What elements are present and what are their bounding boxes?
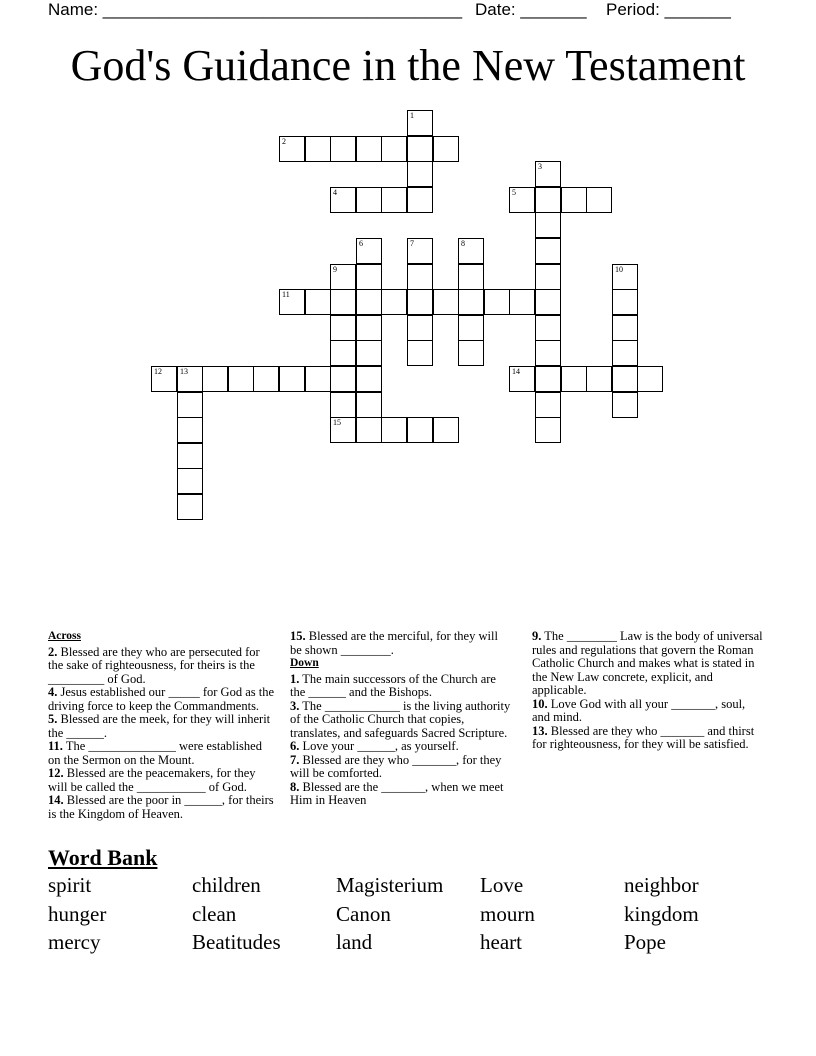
grid-cell[interactable]: [612, 340, 638, 366]
clue-down-13: 13. Blessed are they who _______ and thirst for righteousness, for they will be satisfied.: [532, 723, 755, 751]
grid-cell[interactable]: [305, 136, 331, 162]
grid-cell[interactable]: [535, 187, 561, 213]
grid-cell[interactable]: [612, 289, 638, 315]
clue-number: 14: [512, 367, 520, 376]
down-heading: Down: [290, 657, 319, 669]
grid-cell[interactable]: [509, 366, 535, 392]
grid-cell[interactable]: [612, 366, 638, 392]
grid-cell[interactable]: [356, 340, 382, 366]
grid-cell[interactable]: [407, 340, 433, 366]
grid-cell[interactable]: [509, 187, 535, 213]
word-bank-item: Beatitudes: [192, 930, 281, 954]
grid-cell[interactable]: [407, 315, 433, 341]
grid-cell[interactable]: [330, 417, 356, 443]
clue-across-11: 11. The ______________ were established on the Sermon on the Mount.: [48, 739, 262, 767]
grid-cell[interactable]: [202, 366, 228, 392]
grid-cell[interactable]: [330, 187, 356, 213]
grid-cell[interactable]: [151, 366, 177, 392]
grid-cell[interactable]: [407, 417, 433, 443]
grid-cell[interactable]: [535, 417, 561, 443]
clue-down-1: 1. The main successors of the Church are the ______ and the Bishops.: [290, 671, 496, 699]
grid-cell[interactable]: [407, 289, 433, 315]
grid-cell[interactable]: [356, 136, 382, 162]
grid-cell[interactable]: [381, 187, 407, 213]
clue-number: 6: [359, 239, 363, 248]
grid-cell[interactable]: [381, 417, 407, 443]
word-bank-item: children: [192, 873, 261, 897]
date-field-label: Date: _______: [475, 0, 587, 19]
word-bank-item: Pope: [624, 930, 666, 954]
word-bank-item: neighbor: [624, 873, 699, 897]
grid-cell[interactable]: [484, 289, 510, 315]
grid-cell[interactable]: [612, 315, 638, 341]
clue-number: 15: [333, 418, 341, 427]
grid-cell[interactable]: [356, 315, 382, 341]
grid-cell[interactable]: [356, 366, 382, 392]
word-bank-item: spirit: [48, 873, 92, 897]
clue-down-10: 10. Love God with all your _______, soul, and mind.: [532, 696, 746, 724]
word-bank-item: clean: [192, 902, 237, 926]
clue-number: 10: [615, 265, 623, 274]
grid-cell[interactable]: [279, 289, 305, 315]
grid-cell[interactable]: [330, 264, 356, 290]
grid-cell[interactable]: [330, 392, 356, 418]
clue-across-12: 12. Blessed are the peacemakers, for they will be called the ___________ of God.: [48, 766, 256, 794]
grid-cell[interactable]: [407, 187, 433, 213]
period-field-label: Period: _______: [606, 0, 731, 19]
grid-cell[interactable]: [407, 264, 433, 290]
clue-across-14: 14. Blessed are the poor in ______, for theirs is the Kingdom of Heaven.: [48, 793, 274, 821]
grid-cell[interactable]: [535, 289, 561, 315]
grid-cell[interactable]: [535, 392, 561, 418]
grid-cell[interactable]: [305, 366, 331, 392]
clue-across-5: 5. Blessed are the meek, for they will inherit the ______.: [48, 712, 271, 740]
grid-cell[interactable]: [561, 187, 587, 213]
grid-cell[interactable]: [228, 366, 254, 392]
clues-column-3: [532, 630, 766, 752]
grid-cell[interactable]: [535, 264, 561, 290]
grid-cell[interactable]: [458, 264, 484, 290]
clue-number: 8: [461, 239, 465, 248]
grid-cell[interactable]: [177, 366, 203, 392]
grid-cell[interactable]: [279, 136, 305, 162]
clue-number: 4: [333, 188, 337, 197]
grid-cell[interactable]: [407, 161, 433, 187]
word-bank-item: heart: [480, 930, 522, 954]
clue-across-4: 4. Jesus established our _____ for God as the driving force to keep the Commandments.: [48, 685, 275, 713]
grid-cell[interactable]: [177, 392, 203, 418]
grid-cell[interactable]: [356, 264, 382, 290]
clue-number: 9: [333, 265, 337, 274]
word-bank-item: hunger: [48, 902, 107, 926]
grid-cell[interactable]: [586, 366, 612, 392]
grid-cell[interactable]: [253, 366, 279, 392]
grid-cell[interactable]: [407, 110, 433, 136]
grid-cell[interactable]: [330, 315, 356, 341]
grid-cell[interactable]: [433, 136, 459, 162]
clue-down-3: 3. The ____________ is the living authority of the Catholic Church that copies, translates, and safeguards Sacred Scripture.: [290, 698, 511, 740]
grid-cell[interactable]: [535, 238, 561, 264]
clue-down-8: 8. Blessed are the _______, when we meet Him in Heaven: [290, 779, 504, 807]
clue-across-15: 15. Blessed are the merciful, for they will be shown ________.: [290, 629, 498, 657]
grid-cell[interactable]: [561, 366, 587, 392]
grid-cell[interactable]: [356, 187, 382, 213]
grid-cell[interactable]: [535, 340, 561, 366]
grid-cell[interactable]: [279, 366, 305, 392]
word-bank-item: Canon: [336, 902, 391, 926]
grid-cell[interactable]: [433, 289, 459, 315]
word-bank-item: land: [336, 930, 373, 954]
grid-cell[interactable]: [177, 468, 203, 494]
grid-cell[interactable]: [177, 443, 203, 469]
grid-cell[interactable]: [330, 289, 356, 315]
clue-down-7: 7. Blessed are they who _______, for they will be comforted.: [290, 752, 502, 780]
clues-column-1: [48, 630, 274, 821]
grid-cell[interactable]: [535, 212, 561, 238]
name-field-label: Name: ______________________________________: [48, 0, 463, 19]
grid-cell[interactable]: [612, 392, 638, 418]
word-bank-item: kingdom: [624, 902, 699, 926]
grid-cell[interactable]: [458, 315, 484, 341]
grid-cell[interactable]: [381, 289, 407, 315]
grid-cell[interactable]: [330, 136, 356, 162]
clue-down-6: 6. Love your ______, as yourself.: [290, 739, 459, 753]
grid-cell[interactable]: [330, 366, 356, 392]
clue-number: 2: [282, 137, 286, 146]
grid-cell[interactable]: [330, 340, 356, 366]
grid-cell[interactable]: [407, 238, 433, 264]
word-bank-item: Love: [480, 873, 524, 897]
clue-number: 1: [410, 111, 414, 120]
grid-cell[interactable]: [458, 289, 484, 315]
clue-number: 13: [180, 367, 188, 376]
clue-number: 5: [512, 188, 516, 197]
clue-number: 3: [538, 162, 542, 171]
grid-cell[interactable]: [356, 289, 382, 315]
grid-cell[interactable]: [637, 366, 663, 392]
clue-number: 12: [154, 367, 162, 376]
grid-cell[interactable]: [458, 340, 484, 366]
word-bank-title: Word Bank: [48, 845, 158, 870]
grid-cell[interactable]: [509, 289, 535, 315]
grid-cell[interactable]: [458, 238, 484, 264]
grid-cell[interactable]: [407, 136, 433, 162]
clues-column-2: [290, 630, 512, 808]
word-bank-item: mercy: [48, 930, 101, 954]
grid-cell[interactable]: [535, 161, 561, 187]
clue-number: 7: [410, 239, 414, 248]
grid-cell[interactable]: [356, 392, 382, 418]
clue-across-2: 2. Blessed are they who are persecuted for the sake of righteousness, for theirs is the _________ of God.: [48, 644, 260, 686]
grid-cell[interactable]: [433, 417, 459, 443]
word-bank-item: mourn: [480, 902, 535, 926]
grid-cell[interactable]: [612, 264, 638, 290]
grid-cell[interactable]: [177, 494, 203, 520]
grid-cell[interactable]: [305, 289, 331, 315]
grid-cell[interactable]: [586, 187, 612, 213]
grid-cell[interactable]: [535, 315, 561, 341]
grid-cell[interactable]: [356, 417, 382, 443]
word-bank-item: Magisterium: [336, 873, 444, 897]
page-title: God's Guidance in the New Testament: [70, 41, 746, 90]
across-heading: Across: [48, 630, 82, 642]
clue-down-9: 9. The ________ Law is the body of universal rules and regulations that govern the Roman Catholic Church and makes what is stated in the New Law concrete, explicit, and applicable.: [532, 629, 763, 697]
grid-cell[interactable]: [535, 366, 561, 392]
grid-cell[interactable]: [177, 417, 203, 443]
clue-number: 11: [282, 290, 290, 299]
grid-cell[interactable]: [381, 136, 407, 162]
grid-cell[interactable]: [356, 238, 382, 264]
